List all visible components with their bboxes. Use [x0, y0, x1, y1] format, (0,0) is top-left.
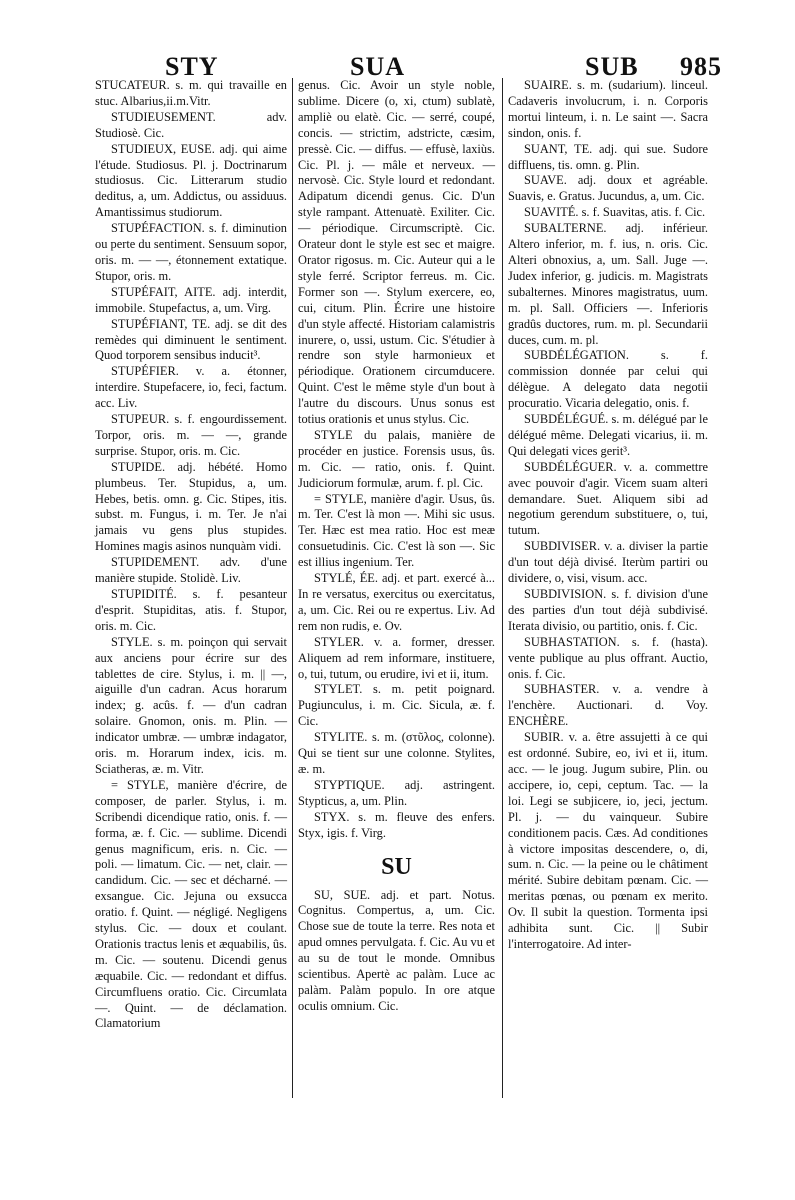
- header-right-word: SUB: [585, 52, 639, 81]
- column-middle: [298, 78, 495, 1015]
- dictionary-entry: STUPÉFIER. v. a. étonner, interdire. Stupefacere, io, feci, factum. acc. Liv.: [95, 364, 287, 411]
- column-divider: [502, 78, 503, 1098]
- dictionary-entry: SU, SUE. adj. et part. Notus. Cognitus. Compertus, a, um. Cic. Chose sue de toute la terre. Res nota et apud omnes pervulgata. f. Cic. Au vu et au su de tout le monde. Omnibus scientibus. Apertè ac palàm. Luce ac palàm. Palàm populo. In ore atque oculis omnium. Cic.: [298, 887, 495, 1013]
- dictionary-entry: SUAVITÉ. s. f. Suavitas, atis. f. Cic.: [524, 205, 706, 220]
- column-divider: [292, 78, 293, 1098]
- dictionary-entry: STUDIEUX, EUSE. adj. qui aime l'étude. Studiosus. Pl. j. Doctrinarum studiosus. Cic. Litterarum studio deditus, a, um. Addictus, ou assiduus. Amantissimus studiorum.: [95, 141, 287, 220]
- dictionary-entry: = STYLE, manière d'écrire, de composer, de parler. Stylus, i. m. Scribendi dicendique ratio, onis. f. — forma, æ. f. Cic. — sublime. Dicendi genus magnificum, eris. n. Cic. — poli. — limatum. Cic. — net, clair. — candidum. Cic. — sec et décharné. — exsangue. Cic. Jejuna ou exsucca oratio. f. Quint. — négligé. Negligens stylus. Cic. — doux et coulant. Orationis tractus lenis et æquabilis, ûs. m. Cic. — soutenu. Dicendi genus æquabile. Cic. — redondant et diffus. Circumfluens oratio. Cic. Circumlata —. Quint. — de déclamation. Clamatorium: [95, 777, 287, 1031]
- dictionary-entry: genus. Cic. Avoir un style noble, sublime. Dicere (o, xi, ctum) sublatè, ampliè ou elatè. Cic. — serré, coupé, concis. — strictim, adstricte, cæsim, pressè. Cic. — diffus. — effusè, laxiùs. Cic. Pl. j. — mâle et nerveux. — nervosè. Cic. Style lourd et redondant. Adipatum dicendi genus. Cic. D'un style rampant. Attenuatè. Exiliter. Cic. — périodique. Circumscriptè. Cic. Orateur dont le style est sec et maigre. Orator rigosus. m. Cic. Auteur qui a le style ferré. Scriptor ferreus. m. Cic. Former son —. Stylum exercere, eo, cui, citum. Plin. Écrire une histoire d'un style affecté. Historiam calamistris inurere, o, ussi, ustum. Cic. S'étudier à rendre son style harmonieux et périodique. Orationem circumducere. Quint. C'est le même style d'un bout à l'autre du discours. Unus sonus est totius orationis et unus stylus. Cic.: [298, 78, 495, 427]
- column-left: [95, 78, 287, 1032]
- dictionary-entry: STUPÉFACTION. s. f. diminution ou perte du sentiment. Sensuum sopor, oris. m. — —, étonnement extatique. Stupor, oris. m.: [95, 221, 287, 283]
- dictionary-entry: STUPÉFAIT, AITE. adj. interdit, immobile. Stupefactus, a, um. Virg.: [95, 284, 287, 315]
- header-left-word: STY: [165, 52, 219, 81]
- dictionary-entry: STUDIEUSEMENT. adv. Studiosè. Cic.: [95, 109, 287, 140]
- dictionary-entry: SUBHASTER. v. a. vendre à l'enchère. Auctionari. d. Voy. ENCHÈRE.: [508, 682, 708, 729]
- dictionary-entry: STUPEUR. s. f. engourdissement. Torpor, oris. m. — —, grande surprise. Stupor, oris. m. Cic.: [95, 412, 287, 458]
- dictionary-entry: STUCATEUR. s. m. qui travaille en stuc. Albarius,ii.m.Vitr.: [95, 78, 287, 108]
- dictionary-entry: STYLE du palais, manière de procéder en justice. Forensis usus, ûs. m. Cic. — ratio, onis. f. Quint. Judiciorum formulæ, arum. f. pl. Cic.: [298, 427, 495, 490]
- dictionary-entry: SUBDÉLÉGUÉ. s. m. délégué par le délégué même. Delegati vicarius, ii. m. Qui delegati vices gerit³.: [508, 412, 708, 458]
- dictionary-entry: STUPÉFIANT, TE. adj. se dit des remèdes qui diminuent le sentiment. Quod torporem sensibus inducit³.: [95, 316, 287, 363]
- dictionary-entry: STYLITE. s. m. (στῦλος, colonne). Qui se tient sur une colonne. Stylites, æ. m.: [298, 730, 495, 776]
- dictionary-entry: = STYLE, manière d'agir. Usus, ûs. m. Ter. C'est là mon —. Mihi sic usus. Ter. Hæc est mea ratio. Hoc est meæ consuetudinis. Cic. C'est là son —. Sic est illius ingenium. Ter.: [298, 491, 495, 570]
- dictionary-entry: STUPIDITÉ. s. f. pesanteur d'esprit. Stupiditas, atis. f. Stupor, oris. m. Cic.: [95, 587, 287, 633]
- dictionary-entry: SUAIRE. s. m. (sudarium). linceul. Cadaveris involucrum, i. n. Corporis mortui linteum, i. n. Le saint —. Sacra sindon, onis. f.: [508, 78, 708, 140]
- dictionary-entry: SUBIR. v. a. être assujetti à ce qui est ordonné. Subire, eo, ivi et ii, itum. acc. — le joug. Jugum subire, Plin. ou accipere, io, cepi, ceptum. Tac. — la loi. Legi se subjicere, io, jeci, jectum. Pl. j. — du vainqueur. Subire conditionem pacis. Cæs. Ad conditiones à victore impositas descendere, o, di, sum. n. Cic. — la peine ou le châtiment mérité. Subire debitam pœnam. Cic. — meritas pœnas, ou pœnam ex merito. Ov. Il subit la question. Tormenta ipsi adhibita sunt. Cic. || Subir l'interrogatoire. Ad inter-: [508, 730, 708, 951]
- dictionary-entry: SUBDÉLÉGUER. v. a. commettre avec pouvoir d'agir. Vicem suam alteri demandare. Suet. Aliquem sibi ad negotium gerendum substituere, o, tui, tutum.: [508, 459, 708, 538]
- dictionary-entry: STUPIDEMENT. adv. d'une manière stupide. Stolidè. Liv.: [95, 555, 287, 586]
- section-heading: SU: [381, 853, 412, 880]
- dictionary-entry: STYLER. v. a. former, dresser. Aliquem ad rem informare, instituere, o, tui, tutum, ou erudire, ivi et ii, itum.: [298, 634, 495, 681]
- dictionary-entry: SUBHASTATION. s. f. (hasta). vente publique au plus offrant. Auctio, onis. f. Cic.: [508, 634, 708, 681]
- dictionary-entry: SUAVE. adj. doux et agréable. Suavis, e. Gratus. Jucundus, a, um. Cic.: [508, 173, 708, 204]
- dictionary-entry: SUBDIVISER. v. a. diviser la partie d'un tout déjà divisé. Iterùm partiri ou dividere, o, visi, visum. acc.: [508, 539, 708, 586]
- dictionary-entry: STUPIDE. adj. hébété. Homo plumbeus. Ter. Stupidus, a, um. Hebes, betis. omn. g. Cic. Stipes, itis. subst. m. Fungus, i. m. Ter. Je n'ai jamais vu gens plus stupides. Homines magis asinos nunquàm vidi.: [95, 459, 287, 554]
- dictionary-entry: STYLET. s. m. petit poignard. Pugiunculus, i. m. Cic. Sicula, æ. f. Cic.: [298, 682, 495, 729]
- dictionary-entry: SUBDÉLÉGATION. s. f. commission donnée par celui qui délègue. A delegato data negotii procuratio. Vicaria delegatio, onis. f.: [508, 348, 708, 411]
- dictionary-entry: STYPTIQUE. adj. astringent. Stypticus, a, um. Plin.: [298, 777, 495, 808]
- dictionary-entry: STYX. s. m. fleuve des enfers. Styx, igis. f. Virg.: [298, 809, 495, 840]
- dictionary-entry: SUBDIVISION. s. f. division d'une des parties d'un tout déjà subdivisé. Iterata divisio, ou partitio, onis. f. Cic.: [508, 587, 708, 633]
- column-right: [508, 78, 708, 953]
- header-middle-word: SUA: [350, 52, 406, 81]
- page-number: 985: [680, 52, 722, 81]
- dictionary-entry: SUANT, TE. adj. qui sue. Sudore diffluens, tis. omn. g. Plin.: [508, 141, 708, 172]
- dictionary-entry: STYLÉ, ÉE. adj. et part. exercé à... In re versatus, exercitus ou exercitatus, a, um. Cic. Rei ou re expertus. Liv. Ad rem non rudis, e. Ov.: [298, 571, 495, 633]
- dictionary-entry: SUBALTERNE. adj. inférieur. Altero inferior, m. f. ius, n. oris. Cic. Alteri obnoxius, a, um. Sall. Juge —. Judex inferior, g. judicis. m. Magistrats subalternes. Minores magistratus, uum. m. pl. Sall. Officiers —. Inferioris gradûs ductores, rum. m. pl. Secundarii duces, cum. m. pl.: [508, 221, 708, 347]
- dictionary-entry: STYLE. s. m. poinçon qui servait aux anciens pour écrire sur des tablettes de cire. Stylus, i. m. || —, aiguille d'un cadran. Acus horarum index; g. acûs. f. — d'un cadran solaire. Gnomon, onis. m. Plin. — indicator umbræ. — umbræ indagator, oris. m. Horarum index, icis. m. Sciatheras, æ. m. Vitr.: [95, 634, 287, 776]
